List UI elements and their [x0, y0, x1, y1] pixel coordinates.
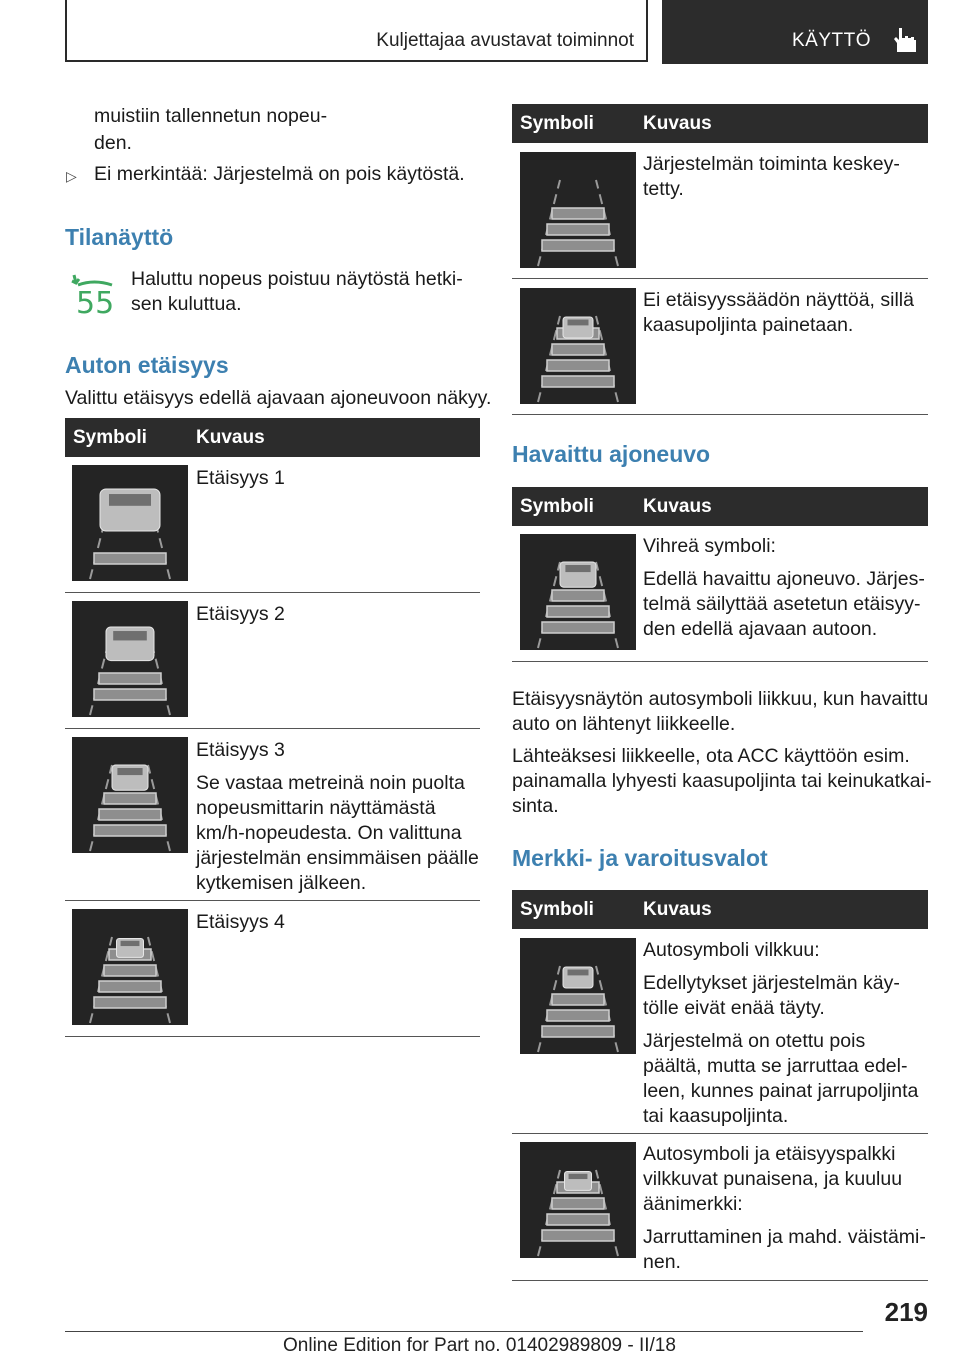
row-divider	[65, 592, 480, 593]
flashing-car-symbol	[520, 938, 636, 1054]
description-line: Edellytykset järjestelmän käy-	[643, 972, 900, 994]
distance-1-label: Etäisyys 1	[196, 467, 285, 489]
row-divider	[512, 414, 928, 415]
distance-4-label: Etäisyys 4	[196, 911, 285, 933]
description-line: vilkkuvat punaisena, ja kuuluu	[643, 1168, 903, 1190]
paragraph-line: auto on lähtenyt liikkeelle.	[512, 713, 736, 735]
warning-table-header	[512, 890, 928, 929]
detected-vehicle-description	[643, 534, 928, 642]
warning-lights-heading: Merkki- ja varoitusvalot	[512, 845, 768, 871]
distance-3-note-line: Se vastaa metreinä noin puolta	[196, 772, 465, 794]
distance-heading: Auton etäisyys	[65, 352, 229, 378]
description-line: tai kaasupoljinta.	[643, 1105, 789, 1127]
col-symbol-label: Symboli	[73, 427, 147, 448]
no-distance-control-symbol	[520, 288, 636, 404]
col-description-label: Kuvaus	[643, 899, 712, 920]
header-chapter-tab	[662, 0, 928, 64]
distance-1-symbol	[72, 465, 188, 581]
description-line: tetty.	[643, 178, 684, 200]
detected-vehicle-heading: Havaittu ajoneuvo	[512, 441, 711, 467]
description-line: Jarruttaminen ja mahd. väistämi-	[643, 1226, 926, 1248]
row-divider	[65, 900, 480, 901]
bullet-marker: ▷	[66, 168, 77, 184]
description-label: Vihreä symboli:	[643, 535, 776, 557]
paragraph-line: Etäisyysnäytön autosymboli liikkuu, kun havaittu	[512, 688, 929, 710]
status-table-header	[512, 104, 928, 143]
status-icon-value: 55	[76, 286, 115, 321]
detected-vehicle-symbol	[520, 534, 636, 650]
description-line: Edellä havaittu ajoneuvo. Järjes-	[643, 568, 925, 590]
status-text-1: Haluttu nopeus poistuu näytöstä hetki-	[131, 268, 463, 290]
description-line: äänimerkki:	[643, 1193, 743, 1215]
col-description-label: Kuvaus	[643, 113, 712, 134]
description-label: Autosymboli vilkkuu:	[643, 939, 820, 961]
intro-line-1: muistiin tallennetun nopeu-	[94, 105, 328, 127]
footer-rule	[65, 1331, 863, 1332]
status-text-2: sen kuluttua.	[131, 293, 242, 315]
interrupted-description	[643, 152, 928, 202]
col-description-label: Kuvaus	[643, 496, 712, 517]
paragraph-line: sinta.	[512, 795, 559, 817]
row-divider	[512, 1133, 928, 1134]
no-distance-control-description	[643, 288, 928, 338]
description-line: kaasupoljinta painetaan.	[643, 314, 854, 336]
paragraph-line: painamalla lyhyesti kaasupoljinta tai keinukatkai-	[512, 770, 932, 792]
description-line: Ei etäisyyssäädön näyttöä, sillä	[643, 289, 914, 311]
distance-3-label: Etäisyys 3	[196, 739, 285, 761]
description-line: den edellä ajavaan autoon.	[643, 618, 878, 640]
description-line: tölle eivät enää täyty.	[643, 997, 825, 1019]
distance-3-description	[196, 738, 480, 896]
distance-3-note-line: nopeusmittarin näyttämästä	[196, 797, 436, 819]
intro-line-2: den.	[94, 132, 132, 154]
status-heading: Tilanäyttö	[65, 224, 174, 250]
red-warning-symbol	[520, 1142, 636, 1258]
distance-4-symbol	[72, 909, 188, 1025]
hand-pointer-icon	[893, 26, 919, 54]
description-line: leen, kunnes painat jarrupoljinta	[643, 1080, 919, 1102]
detected-table-header	[512, 487, 928, 526]
col-description-label: Kuvaus	[196, 427, 265, 448]
distance-3-note-line: kytkemisen jälkeen.	[196, 872, 367, 894]
row-divider	[512, 1280, 928, 1281]
edition-note: Online Edition for Part no. 01402989809 - II/18	[283, 1335, 676, 1356]
description-line: Autosymboli ja etäisyyspalkki	[643, 1143, 896, 1165]
col-symbol-label: Symboli	[520, 113, 594, 134]
distance-intro: Valittu etäisyys edellä ajavaan ajoneuvoon näkyy.	[65, 387, 492, 409]
distance-3-note-line: km/h-nopeudesta. On valittuna	[196, 822, 462, 844]
distance-table-header	[65, 418, 480, 457]
flashing-car-description	[643, 938, 928, 1129]
row-divider	[512, 278, 928, 279]
description-line: telmä säilyttää asetetun etäisyy-	[643, 593, 921, 615]
description-line: päältä, mutta se jarruttaa edel-	[643, 1055, 908, 1077]
col-symbol-label: Symboli	[520, 899, 594, 920]
distance-2-label: Etäisyys 2	[196, 603, 285, 625]
row-divider	[512, 661, 928, 662]
bullet-text: Ei merkintää: Järjestelmä on pois käytöstä.	[94, 163, 465, 185]
red-warning-description	[643, 1142, 928, 1275]
interrupted-symbol	[520, 152, 636, 268]
col-symbol-label: Symboli	[520, 496, 594, 517]
row-divider	[65, 1036, 480, 1037]
row-divider	[65, 728, 480, 729]
description-line: nen.	[643, 1251, 681, 1273]
description-line: Järjestelmä on otettu pois	[643, 1030, 866, 1052]
description-line: Järjestelmän toiminta keskey-	[643, 153, 900, 175]
distance-2-symbol	[72, 601, 188, 717]
distance-3-note-line: järjestelmän ensimmäisen päälle	[196, 847, 479, 869]
header-section-title: Kuljettajaa avustavat toiminnot	[376, 30, 634, 51]
page-number: 219	[884, 1297, 928, 1327]
distance-3-symbol	[72, 737, 188, 853]
paragraph-line: Lähteäksesi liikkeelle, ota ACC käyttöön esim.	[512, 745, 910, 767]
header-section-box	[65, 0, 648, 62]
header-chapter-title: KÄYTTÖ	[792, 30, 872, 51]
